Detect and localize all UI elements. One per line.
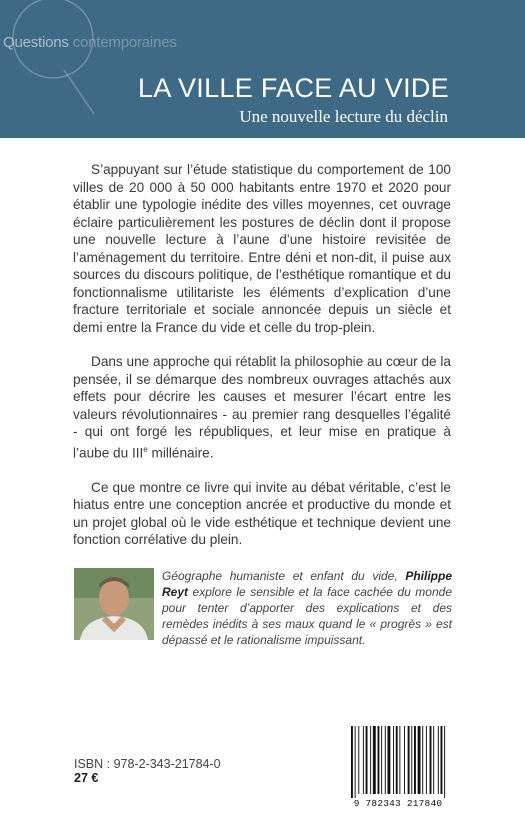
barcode [349, 726, 447, 798]
series-name [3, 34, 177, 51]
cover-header [0, 0, 525, 138]
blurb-paragraph-1: S’appuyant sur l’étude statistique du comportement de 100 villes de 20 000 à 50 000 habitants entre 1970 et 2020 pour établir une typologie inédite des villes moyennes, cet ouvrage éclaire particulièrement les postures de déclin dont il propose une nouvelle lecture à l’aune d’une histoire revisitée de l’aménagement du territoire. Entre déni et non-dit, il puise aux sources du discours politique, de l’esthétique romantique et du fonctionnalisme utilitariste les éléments d’explication d’une fracture territoriale et sociale annoncée depuis un siècle et demi entre la France du vide et celle du trop-plein. [73, 162, 451, 335]
price: 27 € [74, 771, 99, 785]
isbn: ISBN : 978-2-343-21784-0 [74, 757, 221, 771]
book-title: LA VILLE FACE AU VIDE [138, 73, 449, 103]
series-name-part1: Questions [3, 34, 69, 51]
author-photo [74, 568, 154, 640]
q-letter-graphic [6, 0, 101, 115]
series-name-part2: contemporaines [72, 34, 177, 51]
book-subtitle: Une nouvelle lecture du déclin [239, 107, 448, 126]
barcode-digits: 9 782343 217840 [353, 798, 443, 809]
blurb-paragraph-2: Dans une approche qui rétablit la philosophie au cœur de la pensée, il se démarque des nombreux ouvrages attachés aux effets pour décrire les causes et mesurer l’écart entre les valeurs révolutionnaires - au premier rang desquelles l’égalité - qui ont forgé les républiques, et leur mise en pratique à l’aube du IIIe millénaire. [73, 354, 451, 461]
blurb-paragraph-3: Ce que montre ce livre qui invite au débat véritable, c’est le hiatus entre une conception ancrée et productive du monde et un projet global où le vide esthétique et technique devient une fonction corrélative du plein. [73, 479, 451, 548]
author-name: Philippe Reyt [162, 569, 452, 599]
author-bio: Géographe humaniste et enfant du vide, Philippe Reyt explore le sensible et la face cachée du monde pour tenter d’apporter des explications et des remèdes inédits à ses maux quand le « progrès » est dépassé et le rationalisme impuissant. [162, 569, 452, 647]
back-cover-blurb [73, 161, 451, 566]
